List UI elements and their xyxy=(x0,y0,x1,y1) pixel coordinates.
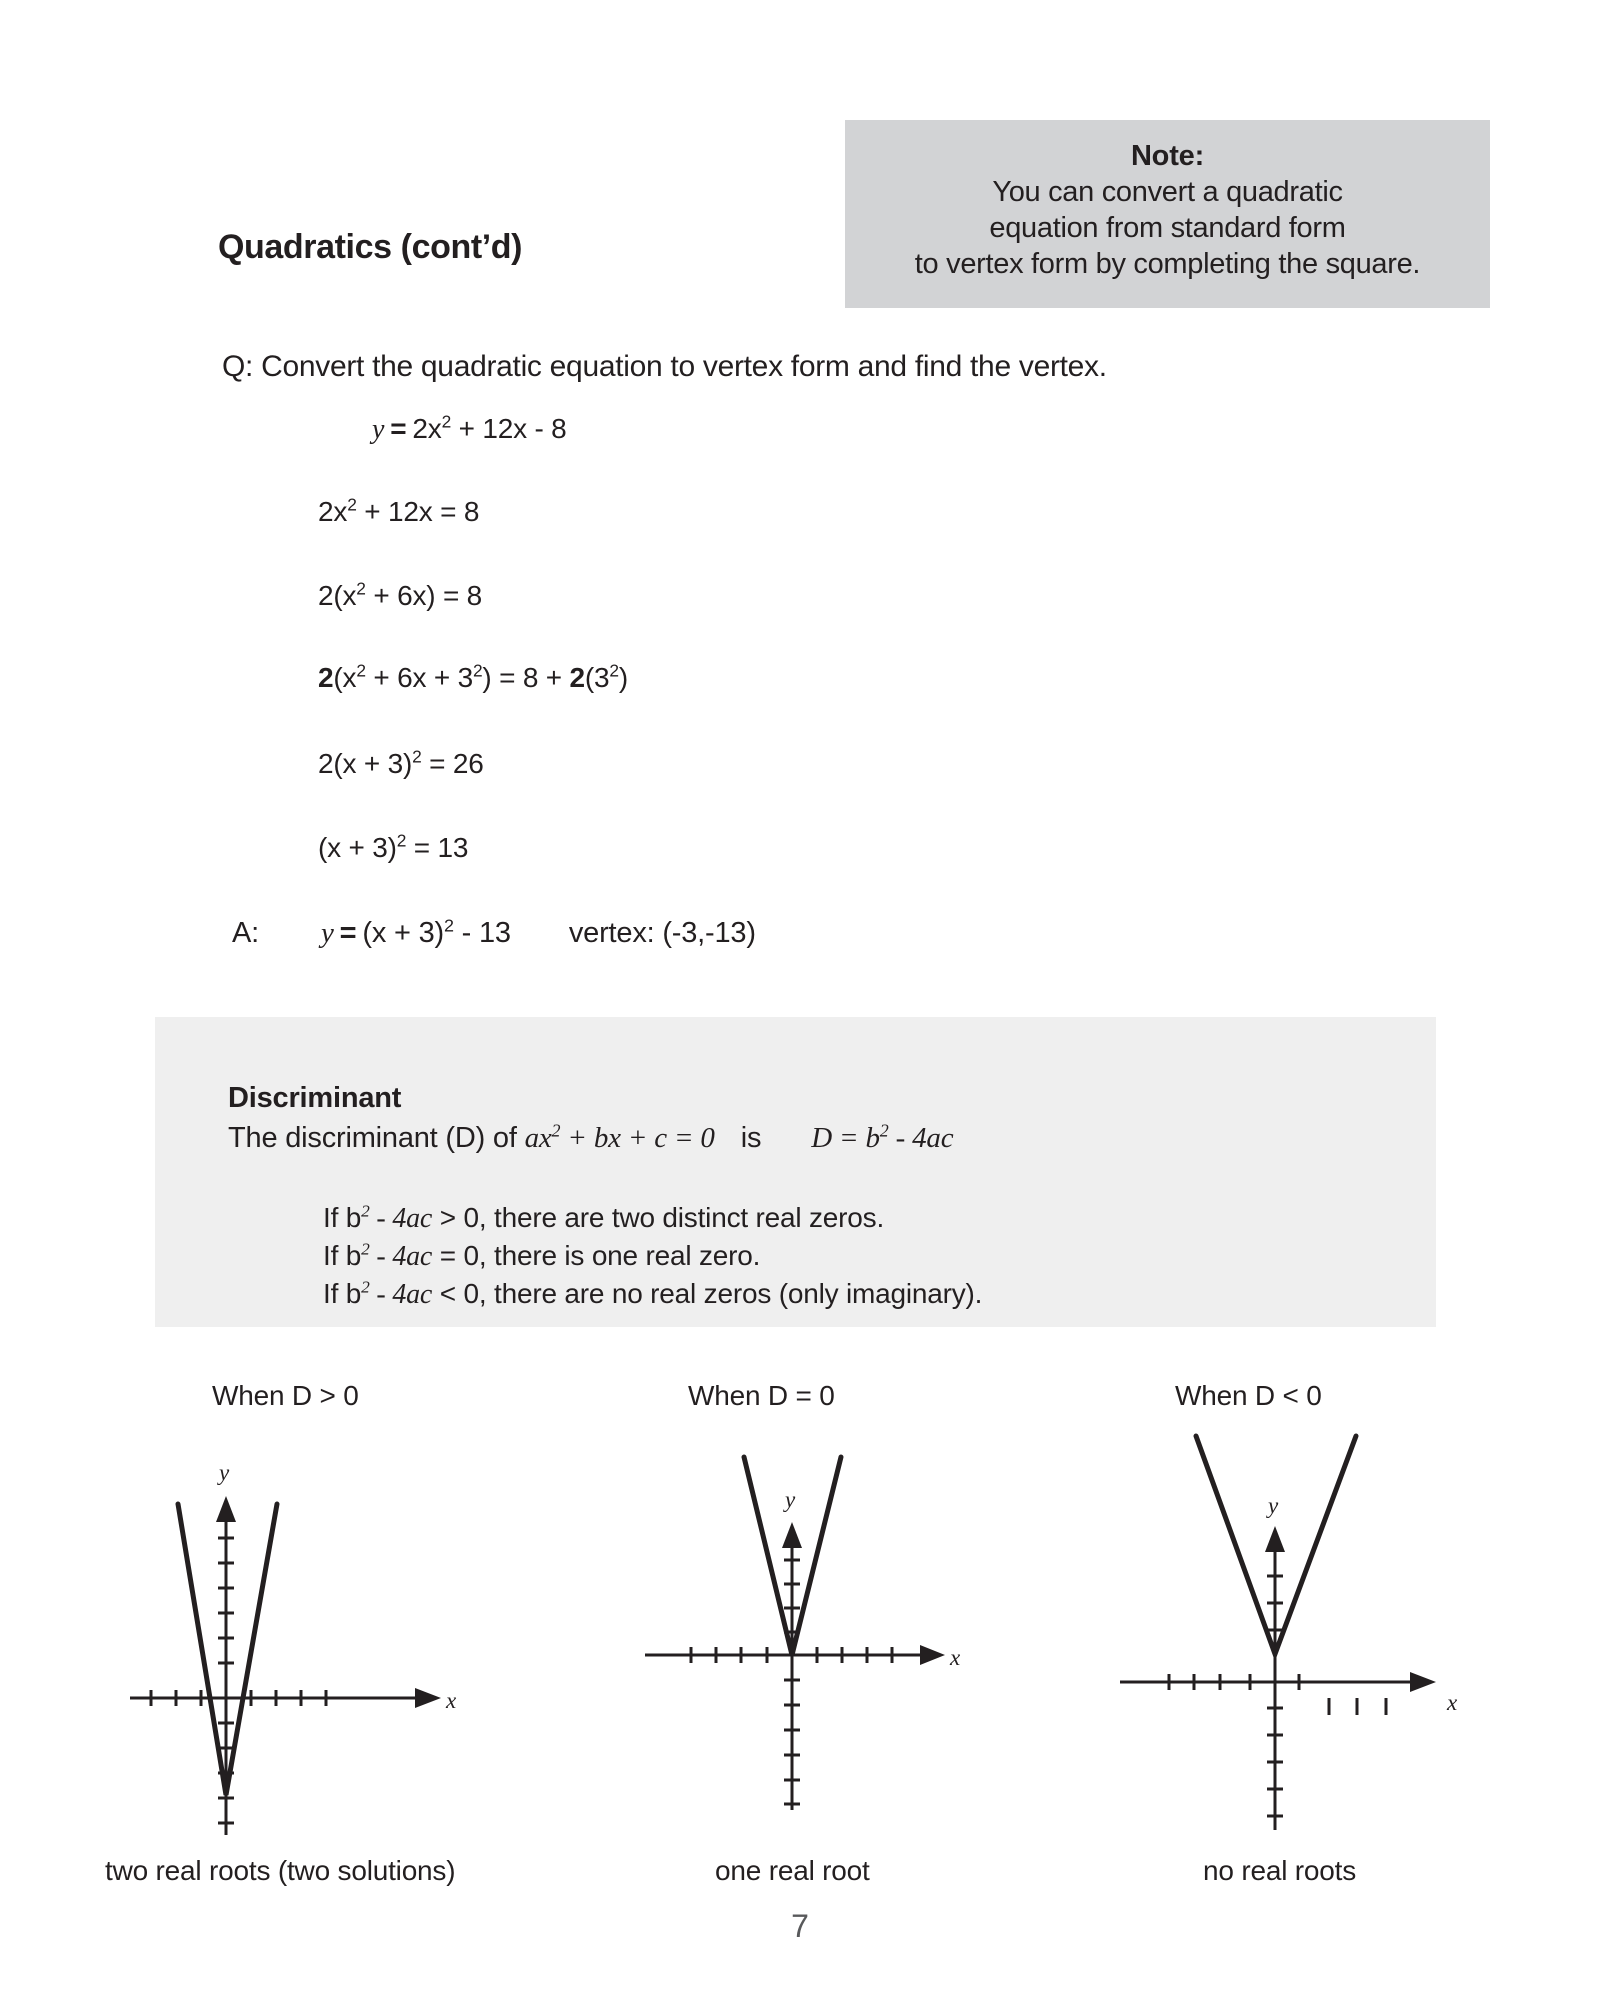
answer-row xyxy=(232,917,756,950)
cond2-exponent: 2 xyxy=(361,1239,370,1259)
step3-exponent-3: 2 xyxy=(609,660,619,681)
step3-c: ) = 8 + xyxy=(482,662,570,693)
disc-def-b-exponent: 2 xyxy=(551,1120,561,1141)
answer-rhs: (x + 3) xyxy=(362,917,445,949)
step1-exponent: 2 xyxy=(347,494,357,515)
x-axis-label: x xyxy=(446,1688,457,1713)
cond1-b: - 4ac xyxy=(369,1203,433,1234)
discriminant-title: Discriminant xyxy=(228,1082,402,1114)
discriminant-definition xyxy=(228,1122,953,1155)
given-rhs-a: 2x xyxy=(412,413,442,444)
given-rhs-b: + 12x - 8 xyxy=(451,413,567,444)
note-line-1: You can convert a quadratic xyxy=(992,176,1343,208)
y-axis-label: y xyxy=(1268,1493,1279,1518)
disc-def-a: The discriminant (D) of xyxy=(228,1122,525,1154)
cond2-b: - 4ac xyxy=(369,1241,433,1272)
cond3-b: - 4ac xyxy=(369,1279,433,1310)
step2-exponent: 2 xyxy=(356,578,366,599)
step4-a: 2(x + 3) xyxy=(318,748,413,779)
page-number: 7 xyxy=(791,1908,809,1944)
step2-a: 2(x xyxy=(318,580,357,611)
graph-parabola-no-roots xyxy=(1080,1420,1480,1840)
disc-def-b: ax xyxy=(524,1122,552,1154)
x-axis-arrow xyxy=(1410,1672,1436,1692)
note-title: Note: xyxy=(1130,140,1205,172)
graph-caption-no-roots: no real roots xyxy=(1203,1855,1357,1886)
step3-e: ) xyxy=(618,662,629,693)
answer-equals: = xyxy=(339,917,357,949)
disc-def-is: is xyxy=(740,1122,762,1154)
x-axis-arrow xyxy=(415,1688,441,1708)
disc-def-c: + bx + c = 0 xyxy=(560,1122,715,1154)
cond1-a: If b xyxy=(323,1202,362,1233)
graph-heading-d-zero: When D = 0 xyxy=(688,1380,835,1411)
y-axis-label: y xyxy=(785,1487,796,1512)
step2-b: + 6x) = 8 xyxy=(365,580,483,611)
cond3-c: < 0, there are no real zeros (only imaginary). xyxy=(432,1278,983,1309)
given-rhs-exponent: 2 xyxy=(441,411,452,432)
answer-vertex: vertex: (-3,-13) xyxy=(568,917,756,949)
step4-b: = 26 xyxy=(421,748,484,779)
equation-step-2 xyxy=(318,580,482,612)
step3-d: (3 xyxy=(584,662,610,693)
x-axis-label: x xyxy=(1447,1690,1458,1715)
step1-a: 2x xyxy=(318,496,348,527)
step5-exponent: 2 xyxy=(396,830,407,851)
note-callout-box xyxy=(845,120,1490,308)
given-lhs: y xyxy=(372,414,385,445)
y-axis-arrow xyxy=(216,1496,236,1522)
step5-b: = 13 xyxy=(406,832,469,863)
equation-step-4 xyxy=(318,748,484,780)
discriminant-panel xyxy=(155,1017,1436,1327)
graph-caption-two-roots: two real roots (two solutions) xyxy=(105,1855,456,1886)
disc-def-d-exponent: 2 xyxy=(879,1120,889,1141)
cond2-a: If b xyxy=(323,1240,362,1271)
page-title: Quadratics (cont’d) xyxy=(218,228,523,266)
cond1-exponent: 2 xyxy=(361,1201,370,1221)
y-axis-arrow xyxy=(782,1522,802,1548)
graph-parabola-two-roots xyxy=(130,1450,460,1840)
step3-bold-mid-coefficient: 2 xyxy=(569,662,585,693)
answer-rhs-tail: - 13 xyxy=(453,917,511,949)
step3-exponent-2: 2 xyxy=(472,660,483,681)
cond3-exponent: 2 xyxy=(361,1277,370,1297)
answer-exponent: 2 xyxy=(444,915,454,936)
y-axis-label: y xyxy=(219,1460,230,1485)
graph-heading-d-negative: When D < 0 xyxy=(1175,1380,1322,1411)
step1-b: + 12x = 8 xyxy=(356,496,480,527)
discriminant-condition-zero xyxy=(323,1240,760,1273)
disc-def-d: D = b xyxy=(811,1122,880,1154)
equation-step-3 xyxy=(318,662,628,694)
x-axis-arrow xyxy=(920,1645,945,1665)
x-axis-label: x xyxy=(950,1645,960,1670)
equation-given xyxy=(372,413,567,446)
cond2-c: = 0, there is one real zero. xyxy=(432,1240,761,1271)
graph-heading-d-positive: When D > 0 xyxy=(212,1380,359,1411)
equation-step-5 xyxy=(318,832,468,864)
step4-exponent: 2 xyxy=(412,746,422,767)
y-axis-arrow xyxy=(1265,1526,1285,1552)
step5-a: (x + 3) xyxy=(318,832,397,863)
graph-parabola-one-root xyxy=(620,1420,960,1840)
answer-label: A: xyxy=(232,917,259,949)
graph-caption-one-root: one real root xyxy=(715,1855,870,1886)
cond3-a: If b xyxy=(323,1278,362,1309)
question-text: Q: Convert the quadratic equation to vertex form and find the vertex. xyxy=(222,350,1107,383)
discriminant-condition-negative xyxy=(323,1278,982,1311)
discriminant-condition-positive xyxy=(323,1202,884,1235)
step3-a: (x xyxy=(333,662,357,693)
step3-b: + 6x + 3 xyxy=(365,662,473,693)
step3-exponent-1: 2 xyxy=(356,660,366,681)
answer-lhs: y xyxy=(321,917,334,949)
equation-step-1 xyxy=(318,496,479,528)
disc-def-e: - 4ac xyxy=(888,1122,954,1154)
cond1-c: > 0, there are two distinct real zeros. xyxy=(432,1202,885,1233)
given-equals: = xyxy=(390,413,407,444)
note-line-2: equation from standard form xyxy=(989,212,1346,244)
note-line-3: to vertex form by completing the square. xyxy=(914,248,1421,280)
step3-bold-lead-coefficient: 2 xyxy=(318,662,334,693)
